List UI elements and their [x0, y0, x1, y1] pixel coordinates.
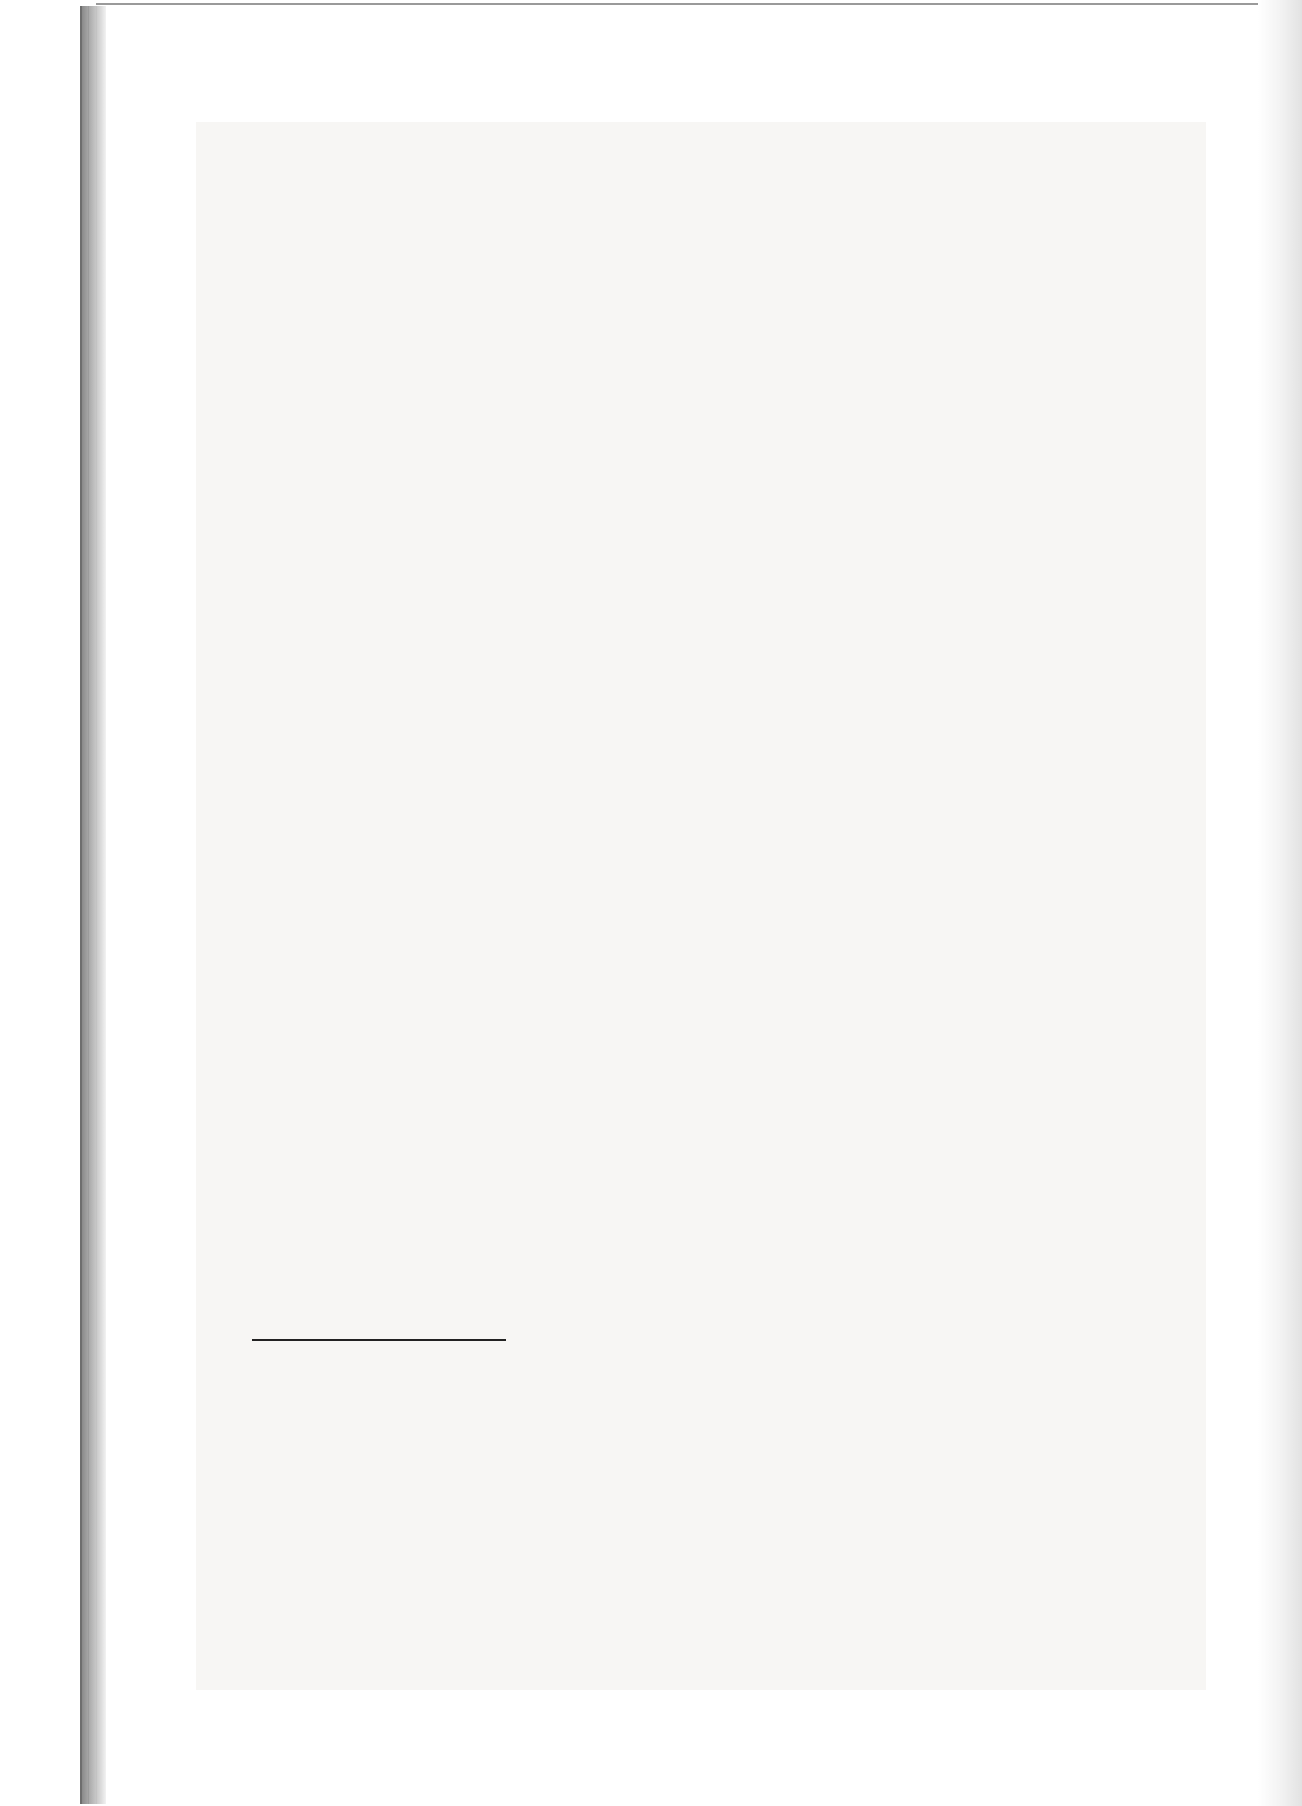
page-stack-edge [80, 6, 106, 1804]
footnote-divider [252, 1339, 506, 1341]
page-right-shadow [1258, 0, 1302, 1806]
page-body [196, 122, 1206, 1690]
page-top-border [96, 3, 1286, 5]
